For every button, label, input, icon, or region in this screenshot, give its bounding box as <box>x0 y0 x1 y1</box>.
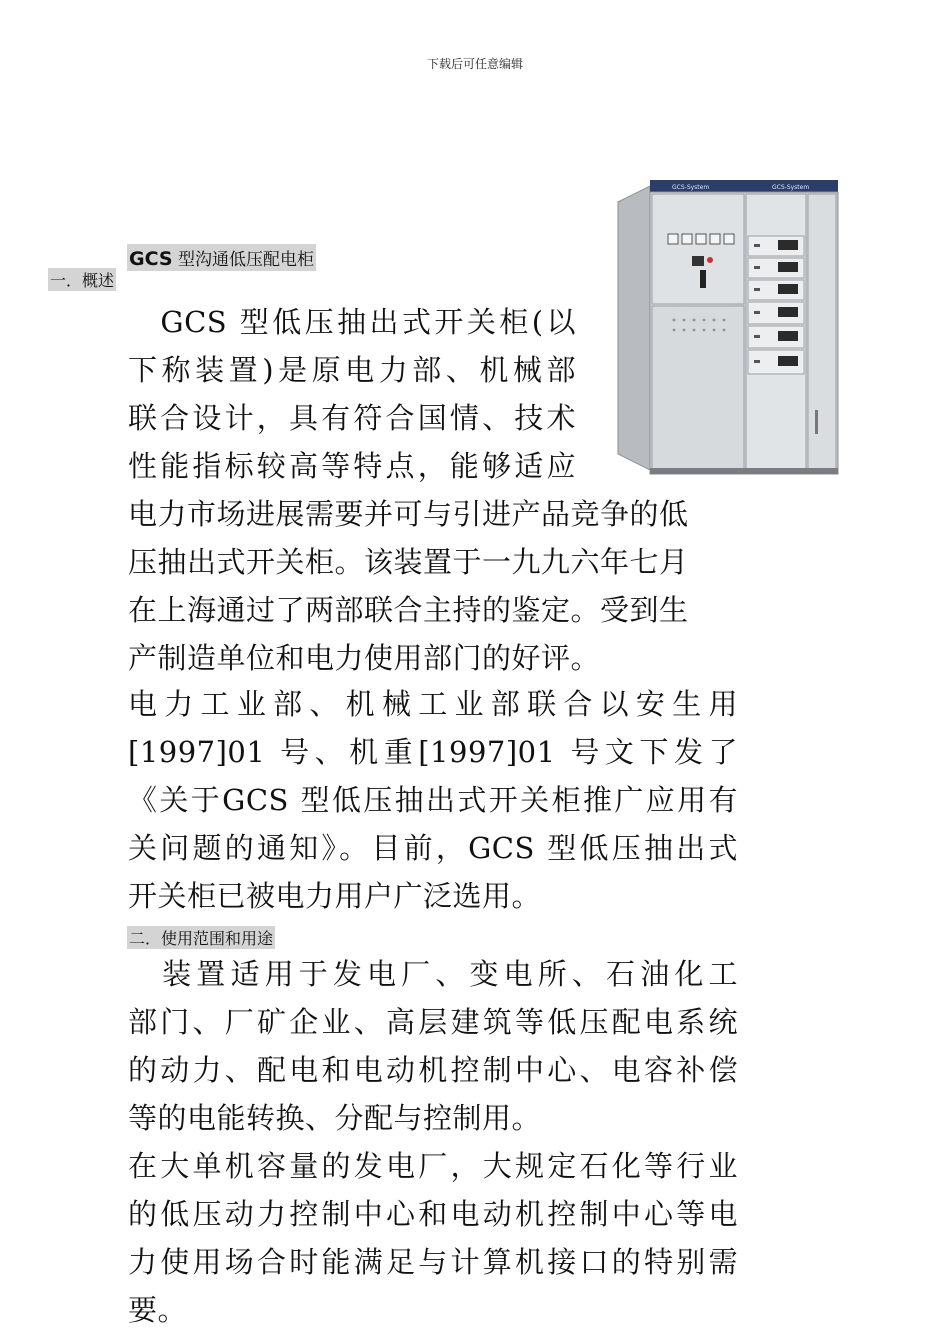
paragraph-line: 要。 <box>128 1293 188 1327</box>
paragraph-line: 压抽出式开关柜。该装置于一九九六年七月 <box>128 545 689 579</box>
document-title <box>127 244 316 271</box>
paragraph-line: GCS 型低压抽出式开关柜(以 <box>128 305 576 339</box>
paragraph-line: 电力工业部、机械工业部联合以安生用 <box>128 687 738 721</box>
paragraph-line: 开关柜已被电力用户广泛选用。 <box>128 879 542 913</box>
title-gcs: GCS <box>129 248 173 270</box>
paragraph-line: 在大单机容量的发电厂，大规定石化等行业 <box>128 1149 738 1183</box>
paragraph-line: 的动力、配电和电动机控制中心、电容补偿 <box>128 1053 738 1087</box>
paragraph-line: 《关于GCS 型低压抽出式开关柜推广应用有 <box>128 783 738 817</box>
section-heading-overview: 一．概述 <box>48 268 116 291</box>
paragraph-line: 部门、厂矿企业、高层建筑等低压配电系统 <box>128 1005 738 1039</box>
cabinet-label-right: GCS-System <box>772 184 810 191</box>
paragraph-line: 装置适用于发电厂、变电所、石油化工 <box>128 957 738 991</box>
scope-paragraph <box>128 950 738 1142</box>
paragraph-line: [1997]01 号、机重[1997]01 号文下发了 <box>128 735 738 769</box>
paragraph-line: 性能指标较高等特点，能够适应 <box>128 449 576 483</box>
cabinet-label-left: GCS-System <box>672 184 710 191</box>
notice-paragraph <box>128 680 738 920</box>
paragraph-line: 的低压动力控制中心和电动机控制中心等电 <box>128 1197 738 1231</box>
paragraph-line: 产制造单位和电力使用部门的好评。 <box>128 641 601 675</box>
overview-paragraph <box>128 298 738 682</box>
title-rest: 型沟通低压配电柜 <box>172 250 314 270</box>
paragraph-line: 关问题的通知》。目前，GCS 型低压抽出式 <box>128 831 738 865</box>
paragraph-line: 等的电能转换、分配与控制用。 <box>128 1101 542 1135</box>
paragraph-line: 在上海通过了两部联合主持的鉴定。受到生 <box>128 593 689 627</box>
paragraph-line: 力使用场合时能满足与计算机接口的特别需 <box>128 1245 738 1279</box>
paragraph-line: 电力市场进展需要并可与引进产品竞争的低 <box>128 497 689 531</box>
application-paragraph <box>128 1142 738 1334</box>
paragraph-line: 下称装置)是原电力部、机械部 <box>128 353 576 387</box>
page-header: 下载后可任意编辑 <box>426 57 523 71</box>
paragraph-line: 联合设计，具有符合国情、技术 <box>128 401 576 435</box>
section-heading-scope: 二．使用范围和用途 <box>127 926 275 949</box>
